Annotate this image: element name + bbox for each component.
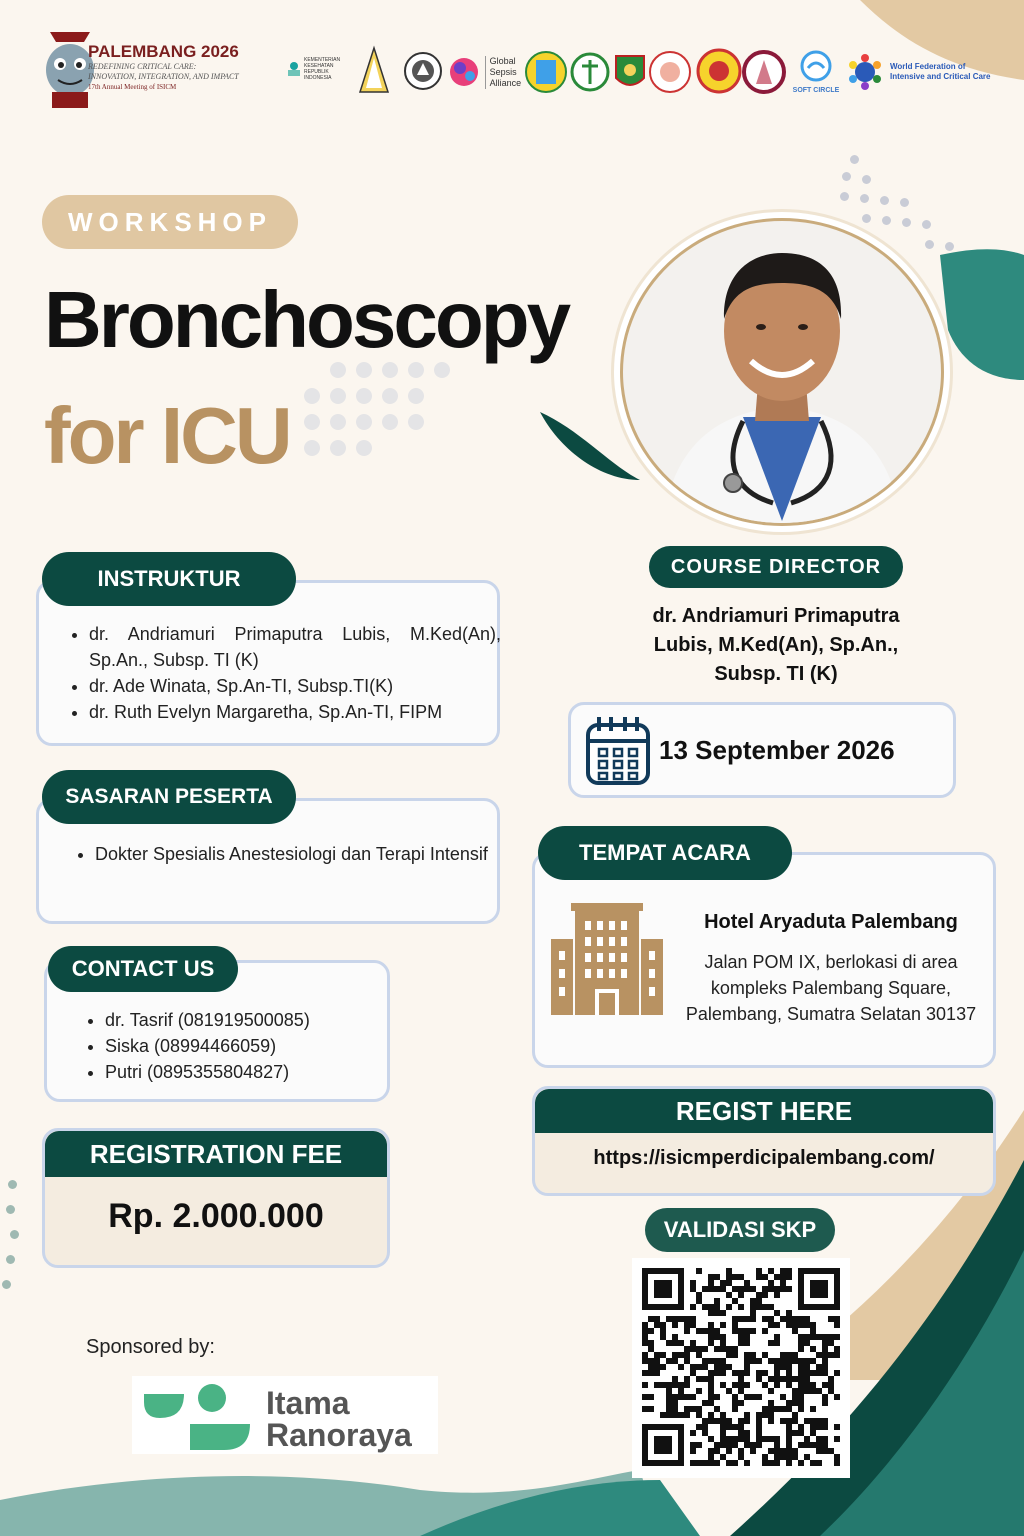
qr-code[interactable] xyxy=(632,1258,850,1478)
course-director-label: COURSE DIRECTOR xyxy=(649,546,903,588)
regist-card xyxy=(532,1086,996,1196)
event-title: PALEMBANG 2026 xyxy=(88,42,239,61)
registration-link[interactable]: https://isicmperdicipalembang.com/ xyxy=(593,1147,935,1169)
portrait-photo xyxy=(620,218,944,526)
event-meeting: 17th Annual Meeting of ISICM xyxy=(88,83,177,91)
partner-logo-8 xyxy=(648,50,692,94)
portrait-frame xyxy=(614,212,950,532)
soft-circle-icon xyxy=(800,50,832,82)
kemenkes-logo: KEMENTERIAN KESEHATAN REPUBLIK INDONESIA xyxy=(286,52,342,86)
regist-label: REGIST HERE xyxy=(535,1089,993,1133)
partner-logo-3 xyxy=(403,51,443,91)
contact-list xyxy=(83,1007,405,1085)
fee-label: REGISTRATION FEE xyxy=(45,1131,387,1177)
date-card xyxy=(568,702,956,798)
sasaran-item: • Dokter Spesialis Anestesiologi dan Terapi Intensif xyxy=(95,841,495,867)
contact-item: • Putri (0895355804827) xyxy=(105,1059,405,1085)
venue-name: Hotel Aryaduta Palembang xyxy=(704,911,958,933)
partner-logo-10 xyxy=(742,50,786,94)
fee-value: Rp. 2.000.000 xyxy=(108,1197,324,1235)
partner-logo-5 xyxy=(524,50,568,94)
contact-label: CONTACT US xyxy=(48,946,238,992)
sasaran-label: SASARAN PESERTA xyxy=(42,770,296,824)
globe-icon xyxy=(448,56,479,88)
instruktur-item: • dr. Andriamuri Primaputra Lubis, M.Ked(An), Sp.An., Subsp. TI (K) xyxy=(89,621,501,673)
partner-logo-9 xyxy=(696,48,742,94)
global-sepsis-alliance-logo: Global Sepsis Alliance xyxy=(448,54,524,90)
fee-card xyxy=(42,1128,390,1268)
event-tagline-1: REDEFINING CRITICAL CARE: xyxy=(88,62,197,71)
event-date: 13 September 2026 xyxy=(659,735,895,765)
workshop-badge-label: WORKSHOP xyxy=(68,206,272,237)
partner-logo-7 xyxy=(610,50,650,94)
sponsor-name-2: Ranoraya xyxy=(266,1417,412,1453)
sponsor-name-1: Itama xyxy=(266,1385,350,1421)
calendar-icon xyxy=(585,715,651,787)
speaker-avatar xyxy=(623,221,941,523)
wfiicc-logo: World Federation of Intensive and Critical Care xyxy=(846,52,1006,92)
building-icon xyxy=(551,899,663,1015)
instruktur-list xyxy=(67,621,501,725)
validasi-label: VALIDASI SKP xyxy=(645,1208,835,1252)
sponsor-logo xyxy=(132,1376,438,1454)
title-line-1: Bronchoscopy xyxy=(44,275,569,364)
course-director-name: dr. Andriamuri Primaputra Lubis, M.Ked(An), Sp.An., Subsp. TI (K) xyxy=(652,605,900,685)
qr-code-image xyxy=(632,1258,850,1478)
instruktur-item: • dr. Ade Winata, Sp.An-TI, Subsp.TI(K) xyxy=(89,673,501,699)
event-branding xyxy=(88,42,288,92)
instruktur-label: INSTRUKTUR xyxy=(42,552,296,606)
event-tagline-2: INNOVATION, INTEGRATION, AND IMPACT xyxy=(88,72,239,81)
venue-address: Jalan POM IX, berlokasi di area kompleks Palembang Square, Palembang, Sumatra Selatan 30137 xyxy=(685,952,977,1024)
contact-item: • dr. Tasrif (081919500085) xyxy=(105,1007,405,1033)
instruktur-item: • dr. Ruth Evelyn Margaretha, Sp.An-TI, FIPM xyxy=(89,699,501,725)
page-title xyxy=(44,274,604,482)
soft-circle-logo: SOFT CIRCLE xyxy=(786,50,846,96)
kemenkes-icon xyxy=(286,60,302,78)
venue-label: TEMPAT ACARA xyxy=(538,826,792,880)
title-line-2: for ICU xyxy=(44,391,290,480)
wfiicc-icon xyxy=(846,53,884,91)
partner-logo-2 xyxy=(356,44,392,96)
venue-card xyxy=(532,852,996,1068)
sponsor-label: Sponsored by: xyxy=(86,1336,215,1358)
sasaran-list xyxy=(73,841,495,867)
itama-ranoraya-icon xyxy=(140,1380,256,1452)
partner-logo-6 xyxy=(570,52,610,92)
workshop-badge xyxy=(42,195,298,249)
contact-item: • Siska (08994466059) xyxy=(105,1033,405,1059)
